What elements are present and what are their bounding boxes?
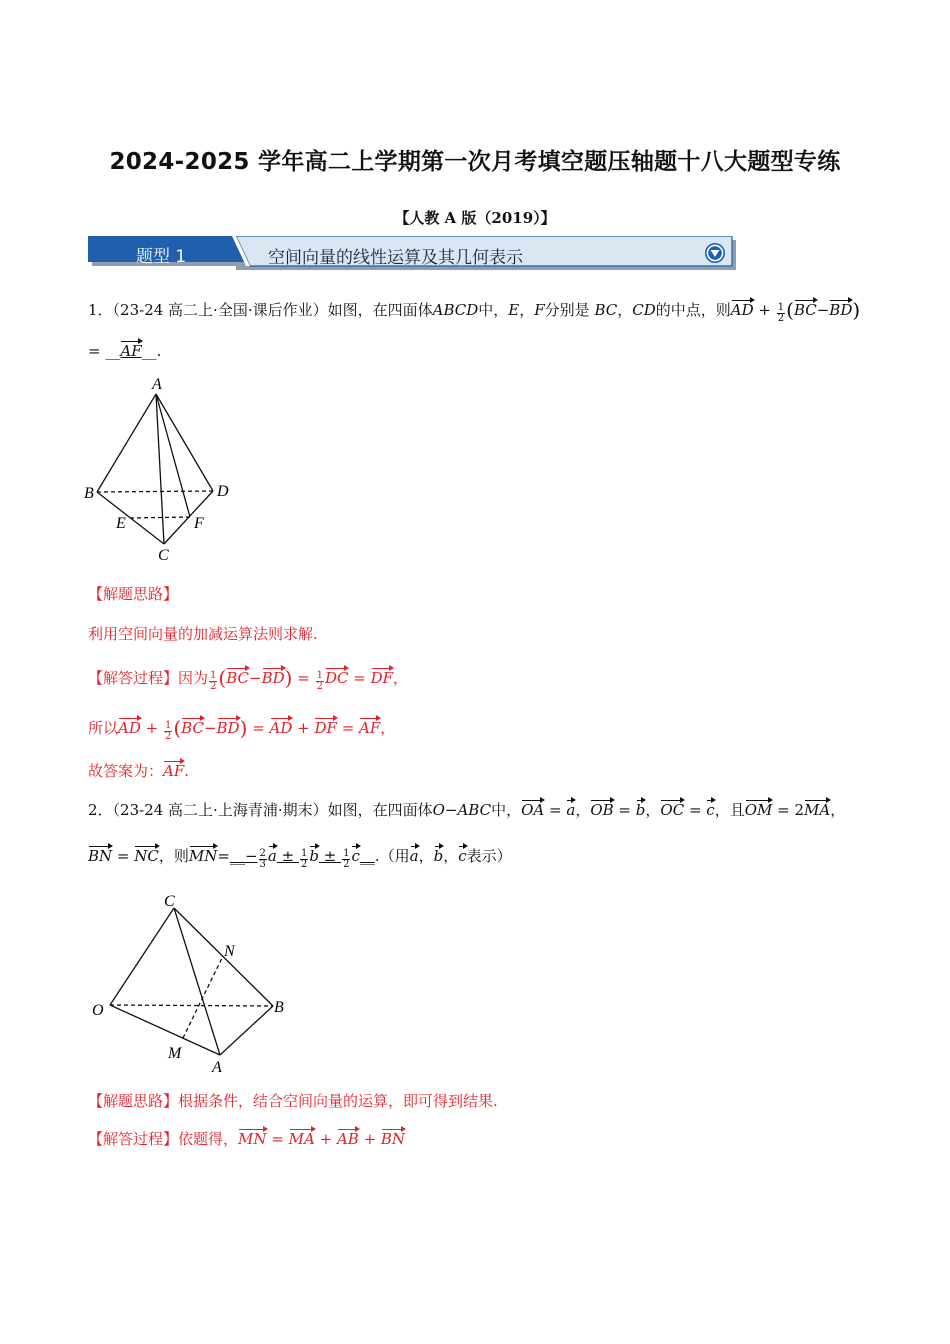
label-a: A xyxy=(212,1059,222,1076)
q1-source: （23-24 高二上·全国·课后作业）如图，在四面体 xyxy=(112,301,433,319)
q1-comma: ， xyxy=(617,301,633,319)
vec-mn: MN xyxy=(188,847,218,865)
q1-answer-label: 故答案为： xyxy=(88,762,164,780)
q2-text-part: 且 xyxy=(729,801,745,819)
vec-b: b xyxy=(635,801,646,819)
q2-idea-line xyxy=(88,1090,498,1111)
vec-om: OM xyxy=(744,801,773,819)
label-o: O xyxy=(92,1002,104,1019)
vec-a: a xyxy=(409,847,419,865)
vec-bn: BN xyxy=(380,1130,406,1148)
q1-final-answer xyxy=(88,760,189,781)
q1-process-head: 【解答过程】 xyxy=(88,669,179,687)
vec-ad: AD xyxy=(269,719,293,737)
q1-process-text: 所以 xyxy=(88,719,119,737)
section-banner xyxy=(88,236,736,270)
vec-c: c xyxy=(458,847,467,865)
q1-text-part: 的中点，则 xyxy=(655,301,731,319)
label-b: B xyxy=(84,485,94,502)
vec-ad: AD xyxy=(730,301,754,319)
section-label: 题型 1 xyxy=(136,247,187,267)
vec-bn: BN xyxy=(88,847,113,865)
vec-nc: NC xyxy=(134,847,159,865)
fraction-half: $\frac{1}{2}$ xyxy=(316,670,323,692)
q2-process-text: 依题得， xyxy=(178,1130,239,1148)
vec-b: b xyxy=(433,847,444,865)
vec-ma: MA xyxy=(288,1130,315,1148)
q1-idea: 利用空间向量的加减运算法则求解. xyxy=(88,625,318,643)
vec-ab: AB xyxy=(336,1130,359,1148)
q1-seg-bc: BC xyxy=(594,301,618,319)
vec-df: DF xyxy=(370,669,393,687)
q2-answer: __− $\frac{2}{3}$ a ± $\frac{1}{2}$ b ± $\frac{1}{2}$ c__ xyxy=(229,847,375,870)
q1-answer-line: = __AF__. xyxy=(88,342,162,360)
label-f: F xyxy=(194,515,204,532)
chevron-down-circle-icon[interactable] xyxy=(704,242,726,264)
q2-text-part: 中， xyxy=(491,801,522,819)
q1-comma: ， xyxy=(519,301,535,319)
vec-df: DF xyxy=(314,719,337,737)
vec-af: AF xyxy=(163,762,185,780)
q2-text-line-2: BN = NC，则MN=__− $\frac{2}{3}$ a ± $\frac{1}{2}$ b ± $\frac{1}{2}$ c__.（用a，b，c表示） xyxy=(88,847,512,870)
q2-hint-end: 表示） xyxy=(466,847,512,865)
q1-idea-head: 【解题思路】 xyxy=(88,585,179,603)
vec-ma: MA xyxy=(804,801,831,819)
label-n: N xyxy=(224,943,235,960)
q1-tetrahedron-figure xyxy=(80,374,250,564)
vec-bc: BC xyxy=(226,669,249,687)
vec-oa: OA xyxy=(521,801,545,819)
vec-bd: BD xyxy=(261,669,285,687)
fraction-half: $\frac{1}{2}$ xyxy=(164,720,172,742)
vec-a: a xyxy=(566,801,576,819)
q1-text-part: 中， xyxy=(478,301,509,319)
page-title: 2024-2025 学年高二上学期第一次月考填空题压轴题十八大题型专练 xyxy=(109,149,841,175)
label-d: D xyxy=(217,483,229,500)
q2-number: 2． xyxy=(88,801,113,819)
label-e: E xyxy=(116,515,126,532)
label-c: C xyxy=(158,547,169,564)
vec-af: AF xyxy=(359,719,381,737)
q2-text: 2．（23-24 高二上·上海青浦·期末）如图，在四面体O−ABC中，OA = a，OB = b，OC = c，且OM = 2MA， xyxy=(88,801,846,819)
q2-idea: 根据条件，结合空间向量的运算，即可得到结果. xyxy=(178,1092,498,1110)
vec-ad: AD xyxy=(118,719,141,737)
vec-bc: BC xyxy=(181,719,204,737)
q2-text-part: 则 xyxy=(173,847,189,865)
q1-process-line-1: 【解答过程】因为 $\frac{1}{2}$ (BC−BD) = $\frac{1}{2}$ DC = DF， xyxy=(88,666,409,692)
q1-comma: ， xyxy=(393,669,409,687)
q1-process-line-2: 所以AD + $\frac{1}{2}$ (BC−BD) = AD + DF = AF， xyxy=(88,716,396,742)
q1-tetra: ABCD xyxy=(432,301,479,319)
q2-idea-head: 【解题思路】 xyxy=(88,1092,179,1110)
label-c: C xyxy=(164,893,175,910)
q1-period: . xyxy=(156,342,162,360)
vec-dc: DC xyxy=(324,669,349,687)
q1-text: 1．（23-24 高二上·全国·课后作业）如图，在四面体ABCD中，E，F分别是 BC，CD的中点，则AD + $\frac{1}{2}$ (BC−BD) xyxy=(88,298,861,324)
q1-period: . xyxy=(184,762,190,780)
vec-bc: BC xyxy=(793,301,817,319)
q2-tetrahedron-figure xyxy=(86,888,296,1078)
edition-subtitle: 【人教 A 版（2019）】 xyxy=(394,209,556,227)
q2-source: （23-24 高二上·上海青浦·期末）如图，在四面体 xyxy=(112,801,433,819)
vec-c: c xyxy=(706,801,715,819)
q1-process-text: 因为 xyxy=(178,669,209,687)
label-a: A xyxy=(152,376,162,393)
label-m: M xyxy=(168,1045,182,1062)
vec-bd: BD xyxy=(216,719,240,737)
vec-oc: OC xyxy=(660,801,685,819)
q2-process-head: 【解答过程】 xyxy=(88,1130,179,1148)
q1-number: 1． xyxy=(88,301,113,319)
fraction-half: $\frac{1}{2}$ xyxy=(210,670,217,692)
q1-point-f: F xyxy=(534,301,545,319)
q1-comma: ， xyxy=(380,719,396,737)
q1-text-part: 分别是 xyxy=(544,301,590,319)
label-b: B xyxy=(274,999,284,1016)
q2-hint: .（用 xyxy=(374,847,410,865)
q2-process-line: 【解答过程】依题得，MN = MA + AB + BN xyxy=(88,1130,406,1148)
q1-point-e: E xyxy=(508,301,520,319)
vec-ob: OB xyxy=(590,801,614,819)
q1-answer: AF xyxy=(120,342,142,360)
equals-sign: = xyxy=(88,342,101,360)
vec-bd: BD xyxy=(829,301,853,319)
section-title: 空间向量的线性运算及其几何表示 xyxy=(268,248,523,268)
vec-mn: MN xyxy=(238,1130,267,1148)
q1-seg-cd: CD xyxy=(632,301,656,319)
q2-tetra: O−ABC xyxy=(432,801,492,819)
fraction-half: $\frac{1}{2}$ xyxy=(777,302,785,324)
